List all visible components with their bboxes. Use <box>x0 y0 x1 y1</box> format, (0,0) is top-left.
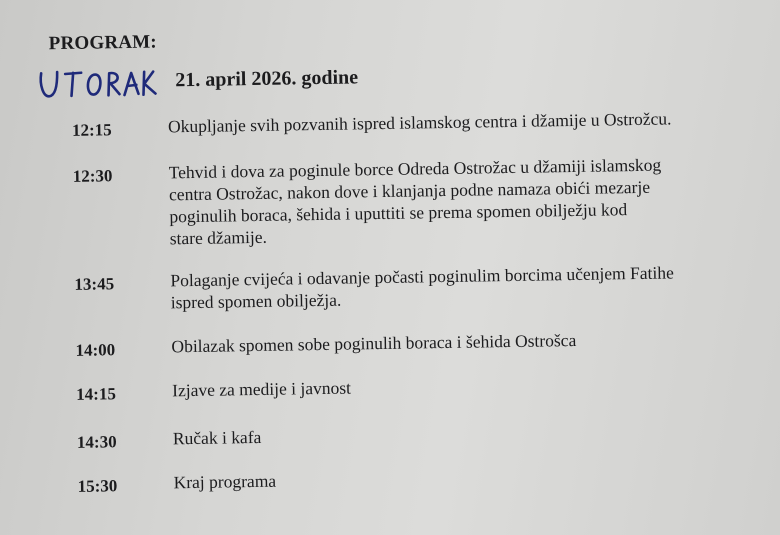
schedule-description-line: Izjave za medije i javnost <box>171 377 352 401</box>
schedule-description-line: Kraj programa <box>173 470 277 493</box>
schedule-time: 14:30 <box>76 432 117 452</box>
program-date: 21. april 2026. godine <box>175 66 359 92</box>
schedule-time: 12:15 <box>71 120 112 140</box>
schedule-time: 15:30 <box>77 476 118 496</box>
schedule-description-line: stare džamije. <box>169 226 268 249</box>
schedule-description-line: Okupljanje svih pozvanih ispred islamskog centra i džamije u Ostrožcu. <box>167 108 672 137</box>
schedule-description-line: Obilazak spomen sobe poginulih boraca i šehida Ostrošca <box>171 329 577 357</box>
schedule-time: 13:45 <box>74 274 115 294</box>
schedule-time: 14:15 <box>76 384 117 404</box>
schedule-description-line: Tehvid i dova za poginule borce Odreda Ostrožac u džamiji islamskog <box>168 154 662 183</box>
schedule-row <box>74 260 775 315</box>
program-title: PROGRAM: <box>48 31 158 55</box>
schedule-row <box>76 370 776 405</box>
schedule-list <box>72 106 778 497</box>
handwritten-day-signature <box>35 61 164 103</box>
schedule-description-line: Ručak i kafa <box>172 426 262 449</box>
schedule-description <box>173 462 763 493</box>
schedule-time: 14:00 <box>75 340 116 360</box>
schedule-description <box>170 260 761 313</box>
schedule-description <box>173 418 763 449</box>
schedule-row <box>77 462 777 497</box>
schedule-description <box>168 106 758 137</box>
schedule-description <box>169 152 760 249</box>
schedule-description <box>172 370 762 401</box>
schedule-row <box>73 152 774 251</box>
schedule-time: 12:30 <box>72 166 113 186</box>
schedule-description <box>171 326 761 357</box>
schedule-row <box>75 326 775 361</box>
schedule-row <box>77 418 777 453</box>
schedule-description-line: centra Ostrožac, nakon dove i klanjanja podne namaza obići mezarje <box>168 176 651 205</box>
schedule-description-line: Polaganje cvijeća i odavanje počasti poginulim borcima učenjem Fatihe <box>170 262 674 291</box>
schedule-description-line: ispred spomen obilježja. <box>170 289 342 313</box>
schedule-description-line: poginulih boraca, šehida i uputtiti se prema spomen obilježju kod <box>169 199 628 227</box>
schedule-row <box>72 106 772 141</box>
